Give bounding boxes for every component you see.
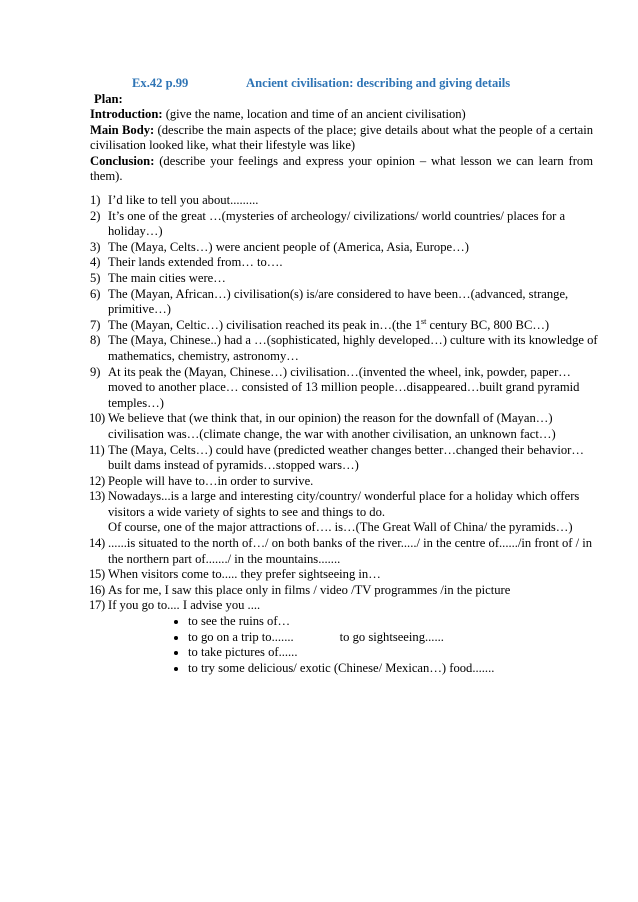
- list-item: [90, 583, 600, 599]
- main-body-text: (describe the main aspects of the place; give details about what the people of a certain civilisation looked like, what their lifestyle was like): [90, 122, 593, 153]
- item-number: 1): [90, 193, 101, 207]
- plan-introduction: [90, 107, 593, 123]
- item-text: People will have to…in order to survive.: [108, 473, 314, 488]
- list-item: [90, 271, 600, 287]
- list-item: [90, 411, 600, 442]
- item-text: The (Maya, Celts…) could have (predicted weather changes better…changed their behavior… built dams instead of pyramids…stopped wars…): [108, 442, 584, 473]
- phrase-list: [90, 193, 600, 676]
- item-text: We believe that (we think that, in our opinion) the reason for the downfall of (Mayan…) civilisation was…(climate change, the war with another civilisation, an unknown fact…): [108, 411, 556, 441]
- item-text: The (Maya, Chinese..) had a …(sophisticated, highly developed…) culture with its knowledge of mathematics, chemistry, astronomy…: [108, 333, 598, 363]
- item-number: 5): [90, 270, 101, 285]
- item-number: 12): [89, 473, 105, 488]
- bullet-dot-icon: [174, 651, 178, 655]
- introduction-label: Introduction:: [90, 107, 163, 121]
- list-item: [90, 489, 600, 520]
- list-item: [90, 287, 600, 318]
- plan-main-body: [90, 123, 593, 154]
- bullet-text: to see the ruins of…: [188, 614, 291, 629]
- item-number: 17): [89, 598, 105, 613]
- item-number: 15): [89, 567, 105, 582]
- item-text: The (Mayan, African…) civilisation(s) is/are considered to have been…(advanced, strange, primitive…): [108, 286, 569, 317]
- item-text: The (Mayan, Celtic…) civilisation reached its peak in…(the 1: [108, 317, 421, 332]
- advice-bullets: [108, 614, 600, 676]
- bullet-text-secondary: to go sightseeing......: [339, 629, 444, 644]
- bullet-item: [108, 645, 600, 661]
- item-text: I’d like to tell you about.........: [108, 193, 259, 207]
- plan-label: Plan:: [94, 92, 123, 106]
- item-number: 3): [90, 239, 101, 254]
- bullet-item: [108, 661, 600, 677]
- plan-conclusion: [90, 154, 593, 185]
- item-number: 13): [89, 489, 105, 504]
- list-item: [90, 255, 600, 271]
- item-text: When visitors come to..... they prefer sightseeing in…: [108, 567, 381, 582]
- plan-section: [90, 107, 593, 185]
- item-text: The main cities were…: [108, 270, 226, 285]
- bullet-item: [108, 630, 600, 646]
- introduction-text: (give the name, location and time of an ancient civilisation): [162, 107, 466, 121]
- main-body-label: Main Body:: [90, 122, 155, 137]
- list-item: [90, 598, 600, 676]
- item-text: Their lands extended from… to….: [108, 255, 283, 270]
- item-number: 4): [90, 255, 101, 270]
- list-item: [90, 318, 600, 334]
- item-text: At its peak the (Mayan, Chinese…) civilisation…(invented the wheel, ink, powder, paper…moved to another place… consisted of 13 million people…disappeared…built grand pyramid temples…): [108, 364, 580, 410]
- item-text: The (Maya, Celts…) were ancient people of (America, Asia, Europe…): [108, 239, 469, 254]
- item-text: Nowadays...is a large and interesting city/country/ wonderful place for a holiday which offers visitors a wide variety of sights to see and things to do.: [108, 489, 580, 519]
- item-number: 9): [90, 364, 101, 379]
- list-item: [90, 193, 600, 209]
- item-extra-text: Of course, one of the major attractions of…. is…(The Great Wall of China/ the pyramids…): [108, 520, 573, 535]
- bullet-dot-icon: [174, 636, 178, 640]
- bullet-text: to try some delicious/ exotic (Chinese/ Mexican…) food.......: [188, 660, 495, 675]
- list-item: [90, 536, 600, 567]
- list-item: [90, 240, 600, 256]
- item-text: If you go to.... I advise you ....: [108, 598, 261, 613]
- bullet-text: to go on a trip to.......: [188, 629, 294, 644]
- item-text: As for me, I saw this place only in films / video /TV programmes /in the picture: [108, 582, 511, 597]
- bullet-dot-icon: [174, 667, 178, 671]
- item-number: 7): [90, 317, 101, 332]
- list-item: [90, 474, 600, 490]
- list-item: [90, 209, 600, 240]
- list-item: [90, 567, 600, 583]
- item-number: 2): [90, 208, 101, 223]
- bullet-item: [108, 614, 600, 630]
- list-item: [90, 333, 600, 364]
- item-text: ......is situated to the north of…/ on both banks of the river...../ in the centre of....../in front of / in the northern part of......./ in the mountains.......: [108, 536, 593, 566]
- item-number: 6): [90, 286, 101, 301]
- bullet-text: to take pictures of......: [188, 645, 298, 660]
- ordinal-suffix: st: [421, 316, 427, 326]
- bullet-dot-icon: [174, 620, 178, 624]
- list-item: [90, 365, 600, 412]
- conclusion-label: Conclusion:: [90, 153, 155, 168]
- conclusion-text: (describe your feelings and express your opinion – what lesson we can learn from them).: [90, 153, 593, 184]
- exercise-reference: Ex.42 p.99: [132, 76, 189, 90]
- item-number: 11): [89, 442, 105, 457]
- list-item: [90, 443, 600, 474]
- item-number: 14): [89, 536, 105, 551]
- item-number: 8): [90, 333, 101, 348]
- item-number: 16): [89, 582, 105, 597]
- page-title: Ancient civilisation: describing and giving details: [246, 76, 511, 90]
- list-item-continuation: [90, 520, 600, 536]
- item-number: 10): [89, 411, 105, 426]
- item-text: It’s one of the great …(mysteries of archeology/ civilizations/ world countries/ places for a holiday…): [108, 208, 566, 239]
- item-text-continued: century BC, 800 BC…): [426, 317, 550, 332]
